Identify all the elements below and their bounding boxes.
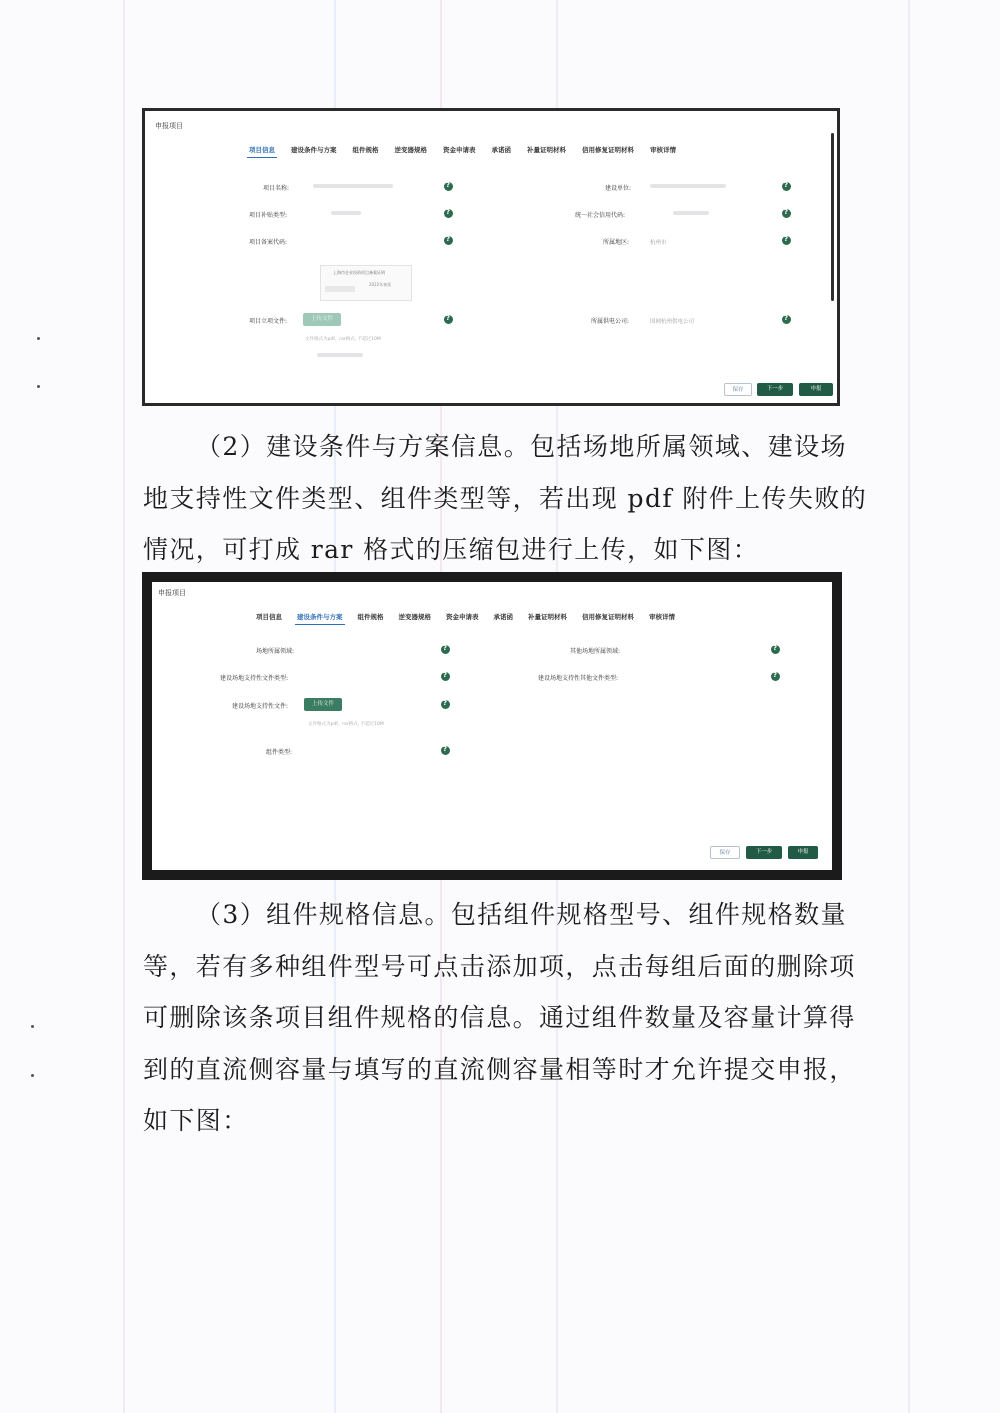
help-icon[interactable] [441, 672, 450, 681]
help-icon[interactable] [782, 315, 791, 324]
label-project-name: 项目名称: [263, 185, 290, 192]
label-other-domain: 其他场地所属领域: [570, 648, 621, 655]
tab-construction[interactable]: 建设条件与方案 [297, 612, 343, 625]
tab-project-info[interactable]: 项目信息 [256, 613, 282, 621]
help-icon[interactable] [441, 700, 450, 709]
tab-bar [249, 145, 676, 158]
scan-line [123, 0, 125, 1413]
scrollbar[interactable] [831, 133, 834, 301]
tab-component-spec[interactable]: 组件规格 [352, 146, 379, 154]
margin-dot [37, 337, 40, 340]
region-value: 杭州市 [650, 240, 667, 246]
upload-hint: 文件格式为pdf、rar格式, 不超过10M [305, 337, 381, 342]
tab-commitment[interactable]: 承诺函 [493, 613, 513, 621]
help-icon[interactable] [444, 236, 453, 245]
save-button[interactable]: 保存 [724, 383, 752, 396]
upload-button[interactable]: 上传文件 [304, 698, 342, 711]
label-credit-code: 统一社会信用代码: [575, 212, 626, 219]
thumbnail-subtitle: 2022年备案 [369, 282, 392, 287]
screenshot-project-info [142, 108, 840, 406]
label-power-company: 所属供电公司: [591, 318, 630, 325]
tab-credit-repair[interactable]: 信用修复证明材料 [582, 146, 634, 154]
help-icon[interactable] [771, 645, 780, 654]
help-icon[interactable] [444, 315, 453, 324]
tab-fund-application[interactable]: 资金申请表 [446, 613, 479, 621]
submit-button[interactable]: 申报 [799, 383, 833, 396]
help-icon[interactable] [782, 209, 791, 218]
text-line: 地支持性文件类型、组件类型等，若出现 pdf 附件上传失败的 [143, 483, 868, 513]
blurred-value [673, 211, 709, 215]
margin-dot [31, 1025, 34, 1028]
label-site-domain: 场地所属领域: [256, 648, 295, 655]
next-button[interactable]: 下一步 [757, 383, 793, 396]
text-line: （3）组件规格信息。包括组件规格型号、组件规格数量 [196, 900, 847, 929]
help-icon[interactable] [444, 209, 453, 218]
window-title: 申报项目 [158, 589, 186, 597]
tab-commitment[interactable]: 承诺函 [491, 146, 511, 154]
tab-construction[interactable]: 建设条件与方案 [291, 146, 337, 154]
blurred-filename [317, 353, 363, 357]
submit-button[interactable]: 申报 [788, 846, 818, 859]
thumbnail-title: 上海市企业投资项目备案证明 [333, 270, 385, 275]
label-component-type: 组件类型: [266, 749, 293, 756]
paragraph-construction [143, 421, 867, 576]
help-icon[interactable] [441, 746, 450, 755]
upload-hint: 文件格式为pdf、rar格式, 不超过10M [308, 722, 384, 727]
upload-button[interactable]: 上传文件 [303, 313, 341, 326]
file-thumbnail[interactable] [320, 265, 412, 301]
paragraph-component-spec [143, 889, 856, 1147]
next-button[interactable]: 下一步 [746, 846, 782, 859]
blurred-value [313, 184, 393, 188]
window-title: 申报项目 [155, 122, 183, 130]
text-line: 等，若有多种组件型号可点击添加项，点击每组后面的删除项 [143, 951, 856, 981]
margin-dot [31, 1074, 34, 1077]
tab-inverter-spec[interactable]: 逆变器规格 [394, 146, 427, 154]
tab-component-spec[interactable]: 组件规格 [357, 613, 384, 621]
blurred-value [650, 184, 726, 188]
tab-review-details[interactable]: 审核详情 [649, 613, 675, 621]
help-icon[interactable] [782, 236, 791, 245]
tab-inverter-spec[interactable]: 逆变器规格 [398, 613, 431, 621]
blurred-value [331, 211, 361, 215]
power-company-value: 国网杭州供电公司 [650, 319, 695, 325]
tab-supplement[interactable]: 补量证明材料 [528, 613, 567, 621]
scan-line [908, 0, 910, 1413]
tab-project-info[interactable]: 项目信息 [249, 145, 275, 158]
save-button[interactable]: 保存 [710, 846, 740, 859]
text-line: 情况，可打成 rar 格式的压缩包进行上传，如下图： [143, 535, 760, 564]
screenshot-construction-conditions [142, 572, 842, 880]
text-line: 如下图： [143, 1106, 249, 1135]
margin-dot [37, 385, 40, 388]
tab-credit-repair[interactable]: 信用修复证明材料 [582, 613, 634, 621]
label-construction-unit: 建设单位: [605, 185, 632, 192]
help-icon[interactable] [782, 182, 791, 191]
label-region: 所属地区: [603, 239, 630, 246]
label-approval-file: 项目立项文件: [249, 318, 288, 325]
text-line: （2）建设条件与方案信息。包括场地所属领域、建设场 [196, 432, 847, 461]
tab-supplement[interactable]: 补量证明材料 [527, 146, 566, 154]
label-record-code: 项目备案代码: [249, 239, 288, 246]
label-other-support-file-type: 建设场地支持性其他文件类型: [538, 675, 619, 682]
tab-fund-application[interactable]: 资金申请表 [443, 146, 476, 154]
help-icon[interactable] [444, 182, 453, 191]
text-line: 到的直流侧容量与填写的直流侧容量相等时才允许提交申报， [143, 1054, 856, 1084]
text-line: 可删除该条项目组件规格的信息。通过组件数量及容量计算得 [143, 1003, 856, 1032]
help-icon[interactable] [441, 645, 450, 654]
help-icon[interactable] [771, 672, 780, 681]
tab-bar [256, 612, 675, 625]
label-support-file-type: 建设场地支持性文件类型: [220, 675, 289, 682]
thumbnail-stamp [325, 286, 355, 292]
label-support-file: 建设场地支持性文件: [232, 703, 289, 710]
label-subsidy-type: 项目补贴类型: [249, 212, 288, 219]
tab-review-details[interactable]: 审核详情 [650, 146, 676, 154]
